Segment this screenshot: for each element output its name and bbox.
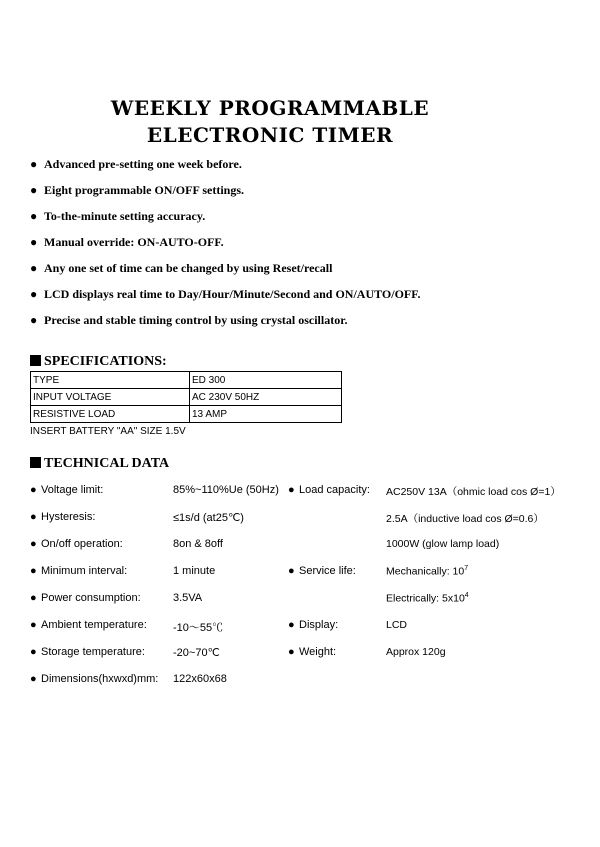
storage-temperature-value: -20~70℃ <box>173 647 220 659</box>
feature-item <box>30 209 205 224</box>
feature-item <box>30 261 332 276</box>
feature-item <box>30 235 224 250</box>
battery-note: INSERT BATTERY "AA" SIZE 1.5V <box>30 426 186 437</box>
specifications-heading: SPECIFICATIONS: <box>30 354 167 370</box>
bullet-icon: ● <box>30 287 38 301</box>
title-line-1: WEEKLY PROGRAMMABLE <box>110 96 430 120</box>
load-capacity-inductive-value: 2.5A（inductive load cos Ø=0.6） <box>386 513 544 525</box>
service-life-electrical-value: Electrically: $5x10^4$ <box>386 592 469 605</box>
feature-item <box>30 183 244 198</box>
hysteresis-label: ● Hysteresis: <box>30 511 96 523</box>
specifications-table <box>30 371 342 423</box>
power-consumption-value: 3.5VA <box>173 592 203 604</box>
feature-text: Precise and stable timing control by using crystal oscillator. <box>44 313 348 327</box>
weight-value: Approx 120g <box>386 646 446 658</box>
feature-text: LCD displays real time to Day/Hour/Minute/Second and ON/AUTO/OFF. <box>44 287 421 301</box>
title-line-2: ELECTRONIC TIMER <box>146 123 394 147</box>
table-cell-value: ED 300 <box>190 372 342 389</box>
display-value: LCD <box>386 619 408 631</box>
load-capacity-ohmic-value: AC250V 13A（ohmic load cos Ø=1） <box>386 486 561 498</box>
feature-text: To-the-minute setting accuracy. <box>44 209 206 223</box>
feature-text: Advanced pre-setting one week before. <box>44 157 242 171</box>
table-row <box>31 406 342 423</box>
load-capacity-label: ● Load capacity: <box>288 484 370 496</box>
load-capacity-lamp-value: 1000W (glow lamp load) <box>386 538 500 550</box>
voltage-limit-value: 85%~110%Ue (50Hz) <box>173 484 279 496</box>
bullet-icon: ● <box>30 261 38 275</box>
table-row <box>31 372 342 389</box>
bullet-icon: ● <box>30 235 38 249</box>
feature-item <box>30 157 242 172</box>
table-cell-label: RESISTIVE LOAD <box>31 406 190 423</box>
feature-text: Manual override: ON-AUTO-OFF. <box>44 235 224 249</box>
bullet-icon: ● <box>30 209 38 223</box>
table-cell-value: 13 AMP <box>190 406 342 423</box>
feature-item <box>30 287 420 302</box>
display-label: ● Display: <box>288 619 339 631</box>
minimum-interval-value: 1 minute <box>173 565 216 577</box>
feature-item <box>30 313 347 328</box>
onoff-operation-label: ● On/off operation: <box>30 538 123 550</box>
power-consumption-label: ● Power consumption: <box>30 592 141 604</box>
onoff-operation-value: 8on & 8off <box>173 538 223 550</box>
bullet-icon: ● <box>30 157 38 171</box>
square-bullet-icon <box>30 457 41 468</box>
bullet-icon: ● <box>30 183 38 197</box>
table-cell-label: INPUT VOLTAGE <box>31 389 190 406</box>
service-life-mechanical-value: Mechanically: $10^7$ <box>386 565 469 578</box>
square-bullet-icon <box>30 355 41 366</box>
service-life-label: ● Service life: <box>288 565 356 577</box>
feature-text: Any one set of time can be changed by using Reset/recall <box>44 261 333 275</box>
dimensions-value: 122x60x68 <box>173 673 227 685</box>
voltage-limit-label: ● Voltage limit: <box>30 484 104 496</box>
storage-temperature-label: ● Storage temperature: <box>30 646 145 658</box>
ambient-temperature-value: -10～55℃ <box>173 622 224 634</box>
bullet-icon: ● <box>30 313 38 327</box>
table-row <box>31 389 342 406</box>
table-cell-label: TYPE <box>31 372 190 389</box>
dimensions-label: ● Dimensions(hxwxd)mm: <box>30 673 159 685</box>
hysteresis-value: ≤1s/d (at25℃) <box>173 512 244 524</box>
table-cell-value: AC 230V 50HZ <box>190 389 342 406</box>
weight-label: ● Weight: <box>288 646 337 658</box>
technical-data-heading: TECHNICAL DATA <box>30 456 169 472</box>
ambient-temperature-label: ● Ambient temperature: <box>30 619 147 631</box>
minimum-interval-label: ● Minimum interval: <box>30 565 128 577</box>
feature-text: Eight programmable ON/OFF settings. <box>44 183 244 197</box>
